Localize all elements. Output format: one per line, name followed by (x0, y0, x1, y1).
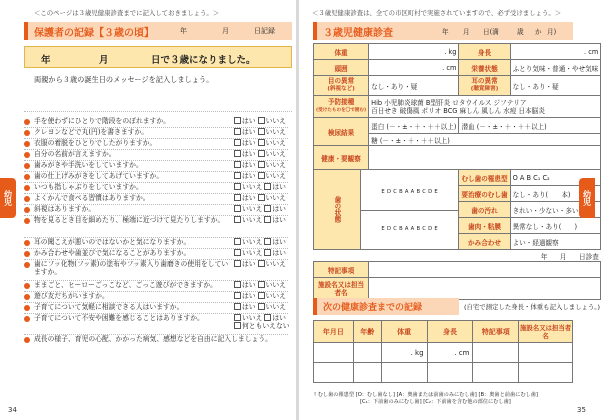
bullet-dot-icon (24, 218, 30, 224)
right-top-note: ＜３歳児健康診査は、全ての市区町村で実施されていますので、必ず受けましょう。＞ (312, 9, 562, 17)
birthday-box[interactable] (24, 46, 292, 68)
vaccine-label: 予防接種 (受けたものを〇で囲む) (314, 96, 369, 118)
exam-date-day[interactable]: 日(満 (483, 28, 499, 36)
history-col-notes: 特記事項 (473, 321, 519, 343)
teeth-chart[interactable] (360, 170, 458, 250)
birthday-month: 月 (99, 55, 109, 66)
answer-option[interactable] (258, 194, 286, 202)
eye-label: 目の異常 (斜視など) (314, 76, 369, 96)
urine-label: 検尿結果 (314, 118, 369, 146)
answer-option-label: いいえ (265, 128, 286, 136)
question-text: 斜視はありますか。 (34, 205, 96, 213)
checkbox[interactable] (258, 128, 265, 135)
cavity-options[interactable]: なし・あり( 本) (510, 186, 601, 202)
urine-protein[interactable]: 蛋白 (－・±・＋・＋＋以上) (369, 118, 459, 134)
answer-option[interactable] (258, 139, 286, 147)
answer-option[interactable] (234, 260, 256, 268)
checkbox[interactable] (258, 292, 265, 299)
answer-options (234, 238, 290, 246)
history-table (313, 320, 573, 383)
bullet-dot-icon (24, 316, 30, 322)
bullet-dot-icon (24, 283, 30, 289)
gum-options[interactable]: きれい・少ない・多い (510, 202, 601, 218)
left-side-tab: 幼児 (0, 178, 16, 218)
checkbox[interactable] (234, 314, 241, 321)
history-height-cell[interactable] (427, 363, 473, 383)
birthday-year: 年 (41, 55, 51, 66)
special-field[interactable] (369, 262, 601, 278)
nutrition-options[interactable]: ふとり気味・普通・やせ気味 (510, 60, 601, 76)
history-weight-cell[interactable] (381, 363, 427, 383)
bite-label: かみ合わせ (459, 234, 510, 250)
question-text: 成長の様子、育児の心配、かかった病気、感想などを自由に記入しましょう。 (34, 335, 272, 343)
bullet-dot-icon (24, 251, 30, 257)
answer-options (234, 216, 290, 224)
exam-age-months[interactable]: 月) (547, 28, 557, 36)
bullet-dot-icon (24, 163, 30, 169)
answer-options (234, 117, 290, 125)
checkbox[interactable] (234, 281, 241, 288)
history-age-cell[interactable] (353, 343, 381, 363)
answer-option-label: いいえ (265, 260, 286, 268)
answer-option-label: いいえ (265, 117, 286, 125)
book-spine (296, 0, 299, 420)
height-field[interactable]: . cm (510, 44, 601, 60)
answer-option-label: いいえ (265, 172, 286, 180)
answer-options (234, 183, 290, 191)
answer-option-label: はい (242, 303, 256, 311)
health-exam-table (313, 43, 601, 300)
checkbox[interactable] (258, 150, 265, 157)
answer-option[interactable] (258, 161, 286, 169)
answer-option-label: はい (272, 183, 286, 191)
checkbox[interactable] (234, 303, 241, 310)
answer-option-label: はい (242, 292, 256, 300)
vaccine-options[interactable]: Hib 小児肺炎球菌 B型肝炎 ロタウイルス ジフテリア 百日せき 破傷風 ポリオ BCG 麻しん 風しん 水痘 日本脳炎 (369, 96, 601, 118)
bullet-dot-icon (24, 337, 30, 343)
history-col-facility: 施設名又は担当者名 (519, 321, 573, 343)
answer-option-label: はい (272, 216, 286, 224)
history-col-weight: 体重 (381, 321, 427, 343)
bullet-dot-icon (24, 207, 30, 213)
health-observe-field[interactable] (369, 146, 601, 170)
question-text: クレヨンなどで丸(円)を書きますか。 (34, 128, 149, 136)
checkbox[interactable] (234, 183, 241, 190)
answer-option-label: いいえ (265, 139, 286, 147)
answer-option[interactable] (234, 194, 256, 202)
answer-option-label: はい (242, 172, 256, 180)
answer-option-label: はい (272, 205, 286, 213)
checkbox[interactable] (234, 249, 241, 256)
bullet-dot-icon (24, 240, 30, 246)
exam-age-years[interactable]: 歳 (517, 28, 524, 36)
history-age-cell[interactable] (353, 363, 381, 383)
history-header (313, 298, 459, 315)
answer-option-label: はい (272, 249, 286, 257)
answer-option-label: はい (242, 117, 256, 125)
question-text: 自分の名前が言えますか。 (34, 150, 116, 158)
dental-type-label: むし歯の罹患型 (459, 170, 510, 186)
bullet-dot-icon (24, 119, 30, 125)
right-side-tab: 幼児 (579, 178, 595, 218)
answer-options (234, 260, 290, 268)
dental-type-options[interactable]: O A B C₁ C₂ (510, 170, 601, 186)
answer-option[interactable] (258, 260, 286, 268)
answer-option[interactable] (234, 117, 256, 125)
checkbox[interactable] (258, 172, 265, 179)
ear-label: 耳の異常 (聴覚障害) (459, 76, 510, 96)
question-text: かみ合わせや歯並びで気になることがありますか。 (34, 249, 191, 257)
answer-option-label: いいえ (265, 292, 286, 300)
question-text: 子育てについて気軽に相談できる人はいますか。 (34, 303, 184, 311)
answer-options (234, 194, 290, 202)
urine-blood[interactable]: 潜血 (－・±・＋・＋＋以上) (459, 118, 601, 134)
answer-option[interactable] (234, 183, 262, 191)
checkbox[interactable] (234, 194, 241, 201)
urine-sugar[interactable]: 糖 (－・±・＋・＋＋以上) (369, 134, 601, 146)
answer-option-label: はい (272, 314, 286, 322)
answer-options (234, 303, 290, 311)
history-col-height: 身長 (427, 321, 473, 343)
gum-label: 歯の汚れ (459, 202, 510, 218)
answer-options (234, 128, 290, 136)
question-text: 歯みがきや手洗いをしていますか。 (34, 161, 143, 169)
health-exam-title: ３歳児健康診査 (323, 27, 393, 39)
checkbox[interactable] (258, 161, 265, 168)
answer-option-label: いいえ (242, 238, 263, 246)
answer-option-label: いいえ (265, 194, 286, 202)
history-facility-cell[interactable] (519, 363, 573, 383)
answer-options (234, 292, 290, 300)
answer-option[interactable] (234, 205, 262, 213)
health-exam-header (313, 22, 573, 40)
history-date-cell[interactable] (314, 343, 354, 363)
eye-options[interactable]: なし・あり・疑 (369, 76, 459, 96)
answer-options (234, 314, 290, 331)
answer-option[interactable] (234, 128, 256, 136)
answer-option[interactable] (258, 303, 286, 311)
history-weight-cell[interactable]: . kg (381, 343, 427, 363)
answer-option-label: いいえ (265, 150, 286, 158)
question-text: 歯の仕上げみがきをしてあげていますか。 (34, 172, 164, 180)
answer-option-label: はい (242, 128, 256, 136)
exam-date-month[interactable]: 月 (463, 28, 470, 36)
question-text: 耳の聞こえが悪いのではないかと気になりますか。 (34, 238, 191, 246)
history-date-cell[interactable] (314, 363, 354, 383)
bullet-dot-icon (24, 262, 30, 268)
answer-option-label: いいえ (242, 183, 263, 191)
left-page-number: 34 (8, 406, 17, 414)
history-note: (自宅で測定した身長・体重も記入しましょう。) (464, 303, 600, 311)
history-facility-cell[interactable] (519, 343, 573, 363)
answer-option[interactable] (234, 322, 288, 330)
answer-options (234, 161, 290, 169)
bullet-dot-icon (24, 152, 30, 158)
answer-option[interactable] (258, 172, 286, 180)
question-text: よくかんで食べる習慣はありますか。 (34, 194, 150, 202)
upper-teeth-row: E D C B A A B C D E (361, 173, 458, 211)
answer-option[interactable] (258, 117, 286, 125)
nutrition-label: 栄養状態 (459, 60, 510, 76)
exam-age-ka: か (535, 28, 542, 36)
teeth-label: 歯の状態 (314, 170, 361, 250)
answer-option-label: はい (242, 194, 256, 202)
history-title: 次の健康診査までの記録 (323, 303, 423, 313)
answer-options (234, 172, 290, 180)
bullet-dot-icon (24, 305, 30, 311)
bullet-dot-icon (24, 130, 30, 136)
answer-option[interactable] (264, 205, 286, 213)
history-col-date: 年月日 (314, 321, 354, 343)
checkbox[interactable] (264, 183, 271, 190)
weight-field[interactable]: . kg (369, 44, 459, 60)
answer-option[interactable] (234, 303, 256, 311)
checkbox[interactable] (264, 205, 271, 212)
special-label: 特記事項 (314, 262, 369, 278)
answer-option[interactable] (234, 249, 262, 257)
checkbox[interactable] (234, 260, 241, 267)
footnote-line-2: [C₁：下前歯のみにむし歯] [C₂：下前歯を含む他の部位にむし歯] (360, 399, 511, 405)
answer-option[interactable] (264, 249, 286, 257)
question-text: 衣服の着脱をひとりでしたがりますか。 (34, 139, 157, 147)
answer-option-label: はい (242, 281, 256, 289)
history-notes-cell[interactable] (473, 343, 519, 363)
checkbox[interactable] (264, 216, 271, 223)
checkbox[interactable] (258, 194, 265, 201)
facility-field[interactable] (369, 278, 601, 300)
answer-option[interactable] (234, 216, 262, 224)
message-area[interactable] (24, 86, 292, 112)
cavity-label: 要治療のむし歯 (459, 186, 510, 202)
answer-options (234, 249, 290, 257)
record-date-year[interactable]: 年 (180, 27, 187, 35)
history-notes-cell[interactable] (473, 363, 519, 383)
answer-option[interactable] (234, 139, 256, 147)
checkbox[interactable] (234, 216, 241, 223)
answer-option[interactable] (258, 150, 286, 158)
head-field[interactable]: . cm (369, 60, 459, 76)
checkbox[interactable] (258, 281, 265, 288)
answer-option[interactable] (234, 292, 256, 300)
answer-option-label: はい (242, 150, 256, 158)
checkbox[interactable] (264, 249, 271, 256)
answer-option-label: いいえ (242, 216, 263, 224)
checkbox[interactable] (234, 238, 241, 245)
question-text: 歯にフッ化物(フッ素)の塗布やフッ素入り歯磨きの使用をしていますか。 (34, 260, 229, 277)
checkbox[interactable] (234, 117, 241, 124)
bite-options[interactable]: よい・経過観察 (510, 234, 601, 250)
answer-option-label: いいえ (242, 205, 263, 213)
facility-label: 施設名又は担当者名 (314, 278, 369, 300)
guardian-record-header (24, 22, 292, 40)
bullet-dot-icon (24, 196, 30, 202)
answer-option[interactable] (258, 292, 286, 300)
answer-option[interactable] (264, 183, 286, 191)
answer-option[interactable] (258, 128, 286, 136)
checkbox[interactable] (258, 117, 265, 124)
left-top-note: ＜このページは３歳児健康診査までに記入しておきましょう。＞ (34, 9, 220, 17)
answer-option-label: はい (272, 238, 286, 246)
checkbox[interactable] (234, 205, 241, 212)
right-page-number: 35 (577, 406, 586, 414)
answer-option-label: はい (242, 161, 256, 169)
checkbox[interactable] (234, 322, 241, 329)
record-date-month[interactable]: 月 (222, 27, 229, 35)
record-date-day[interactable]: 日記録 (254, 27, 275, 35)
answer-options (234, 150, 290, 158)
checkbox[interactable] (258, 303, 265, 310)
head-label: 頭囲 (314, 60, 369, 76)
answer-option-label: 何ともいえない (242, 322, 290, 331)
answer-option[interactable] (234, 281, 256, 289)
birthday-day-text: 日で３歳になりました。 (151, 55, 256, 66)
gingiva-label: 歯肉・粘膜 (459, 218, 510, 234)
answer-option-label: いいえ (242, 249, 263, 257)
footnote-line-1: ! むし歯の罹患型 [O：むし歯なし] [A：奥歯または前歯のみにむし歯] [B：奥歯と前歯にむし歯] (314, 392, 538, 398)
answer-option[interactable] (258, 281, 286, 289)
lower-teeth-row: E D C B A A B C D E (381, 225, 438, 232)
question-text: ままごと、ヒーローごっこなど、ごっこ遊びができますか。 (34, 281, 217, 289)
answer-option[interactable] (234, 150, 256, 158)
weight-label: 体重 (314, 44, 369, 60)
message-prompt: 両親から３歳の誕生日のメッセージを記入しましょう。 (34, 75, 214, 84)
answer-options (234, 139, 290, 147)
gingiva-options[interactable]: 異常なし・あり( ) (510, 218, 601, 234)
answer-option[interactable] (264, 238, 286, 246)
answer-option[interactable] (234, 238, 262, 246)
answer-option[interactable] (234, 172, 256, 180)
checkbox[interactable] (234, 292, 241, 299)
checkbox[interactable] (234, 161, 241, 168)
history-col-age: 年齢 (353, 321, 381, 343)
bullet-dot-icon (24, 174, 30, 180)
checkbox[interactable] (264, 314, 271, 321)
free-notes-area[interactable] (24, 346, 292, 396)
question-text: 子育てについて不安や困難を感じることはありますか。 (34, 314, 204, 322)
question-text: 手を使わずにひとりで階段をのぼれますか。 (34, 117, 170, 125)
checkbox[interactable] (264, 238, 271, 245)
question-text: 物を見るとき目を細めたり、極端に近づけて見たりしますか。 (34, 216, 225, 224)
bullet-dot-icon (24, 141, 30, 147)
answer-option-label: いいえ (265, 281, 286, 289)
checkbox[interactable] (234, 172, 241, 179)
answer-option-label: はい (242, 260, 256, 268)
answer-options (234, 281, 290, 289)
section-title: 保護者の記録【３歳の頃】 (34, 27, 154, 39)
checkbox[interactable] (258, 139, 265, 146)
signature-date[interactable]: 年 月 日診査 (314, 250, 601, 262)
health-observe-label: 健康・要観察 (314, 146, 369, 170)
checkbox[interactable] (234, 128, 241, 135)
bullet-dot-icon (24, 294, 30, 300)
height-label: 身長 (459, 44, 510, 60)
answer-option-label: いいえ (265, 161, 286, 169)
bullet-dot-icon (24, 185, 30, 191)
answer-option[interactable] (234, 161, 256, 169)
question-text: 遊び友だちがいますか。 (34, 292, 109, 300)
checkbox[interactable] (234, 150, 241, 157)
answer-option[interactable] (264, 216, 286, 224)
exam-date-year[interactable]: 年 (442, 28, 449, 36)
checkbox[interactable] (234, 139, 241, 146)
answer-option-label: いいえ (265, 303, 286, 311)
answer-options (234, 205, 290, 213)
history-height-cell[interactable]: . cm (427, 343, 473, 363)
ear-options[interactable]: なし・あり・疑 (510, 76, 601, 96)
answer-option-label: はい (242, 139, 256, 147)
question-text: いつも指しゃぶりをしていますか。 (34, 183, 143, 191)
answer-option-label: いいえ (242, 314, 263, 322)
checkbox[interactable] (258, 260, 265, 267)
footnote (314, 392, 538, 406)
